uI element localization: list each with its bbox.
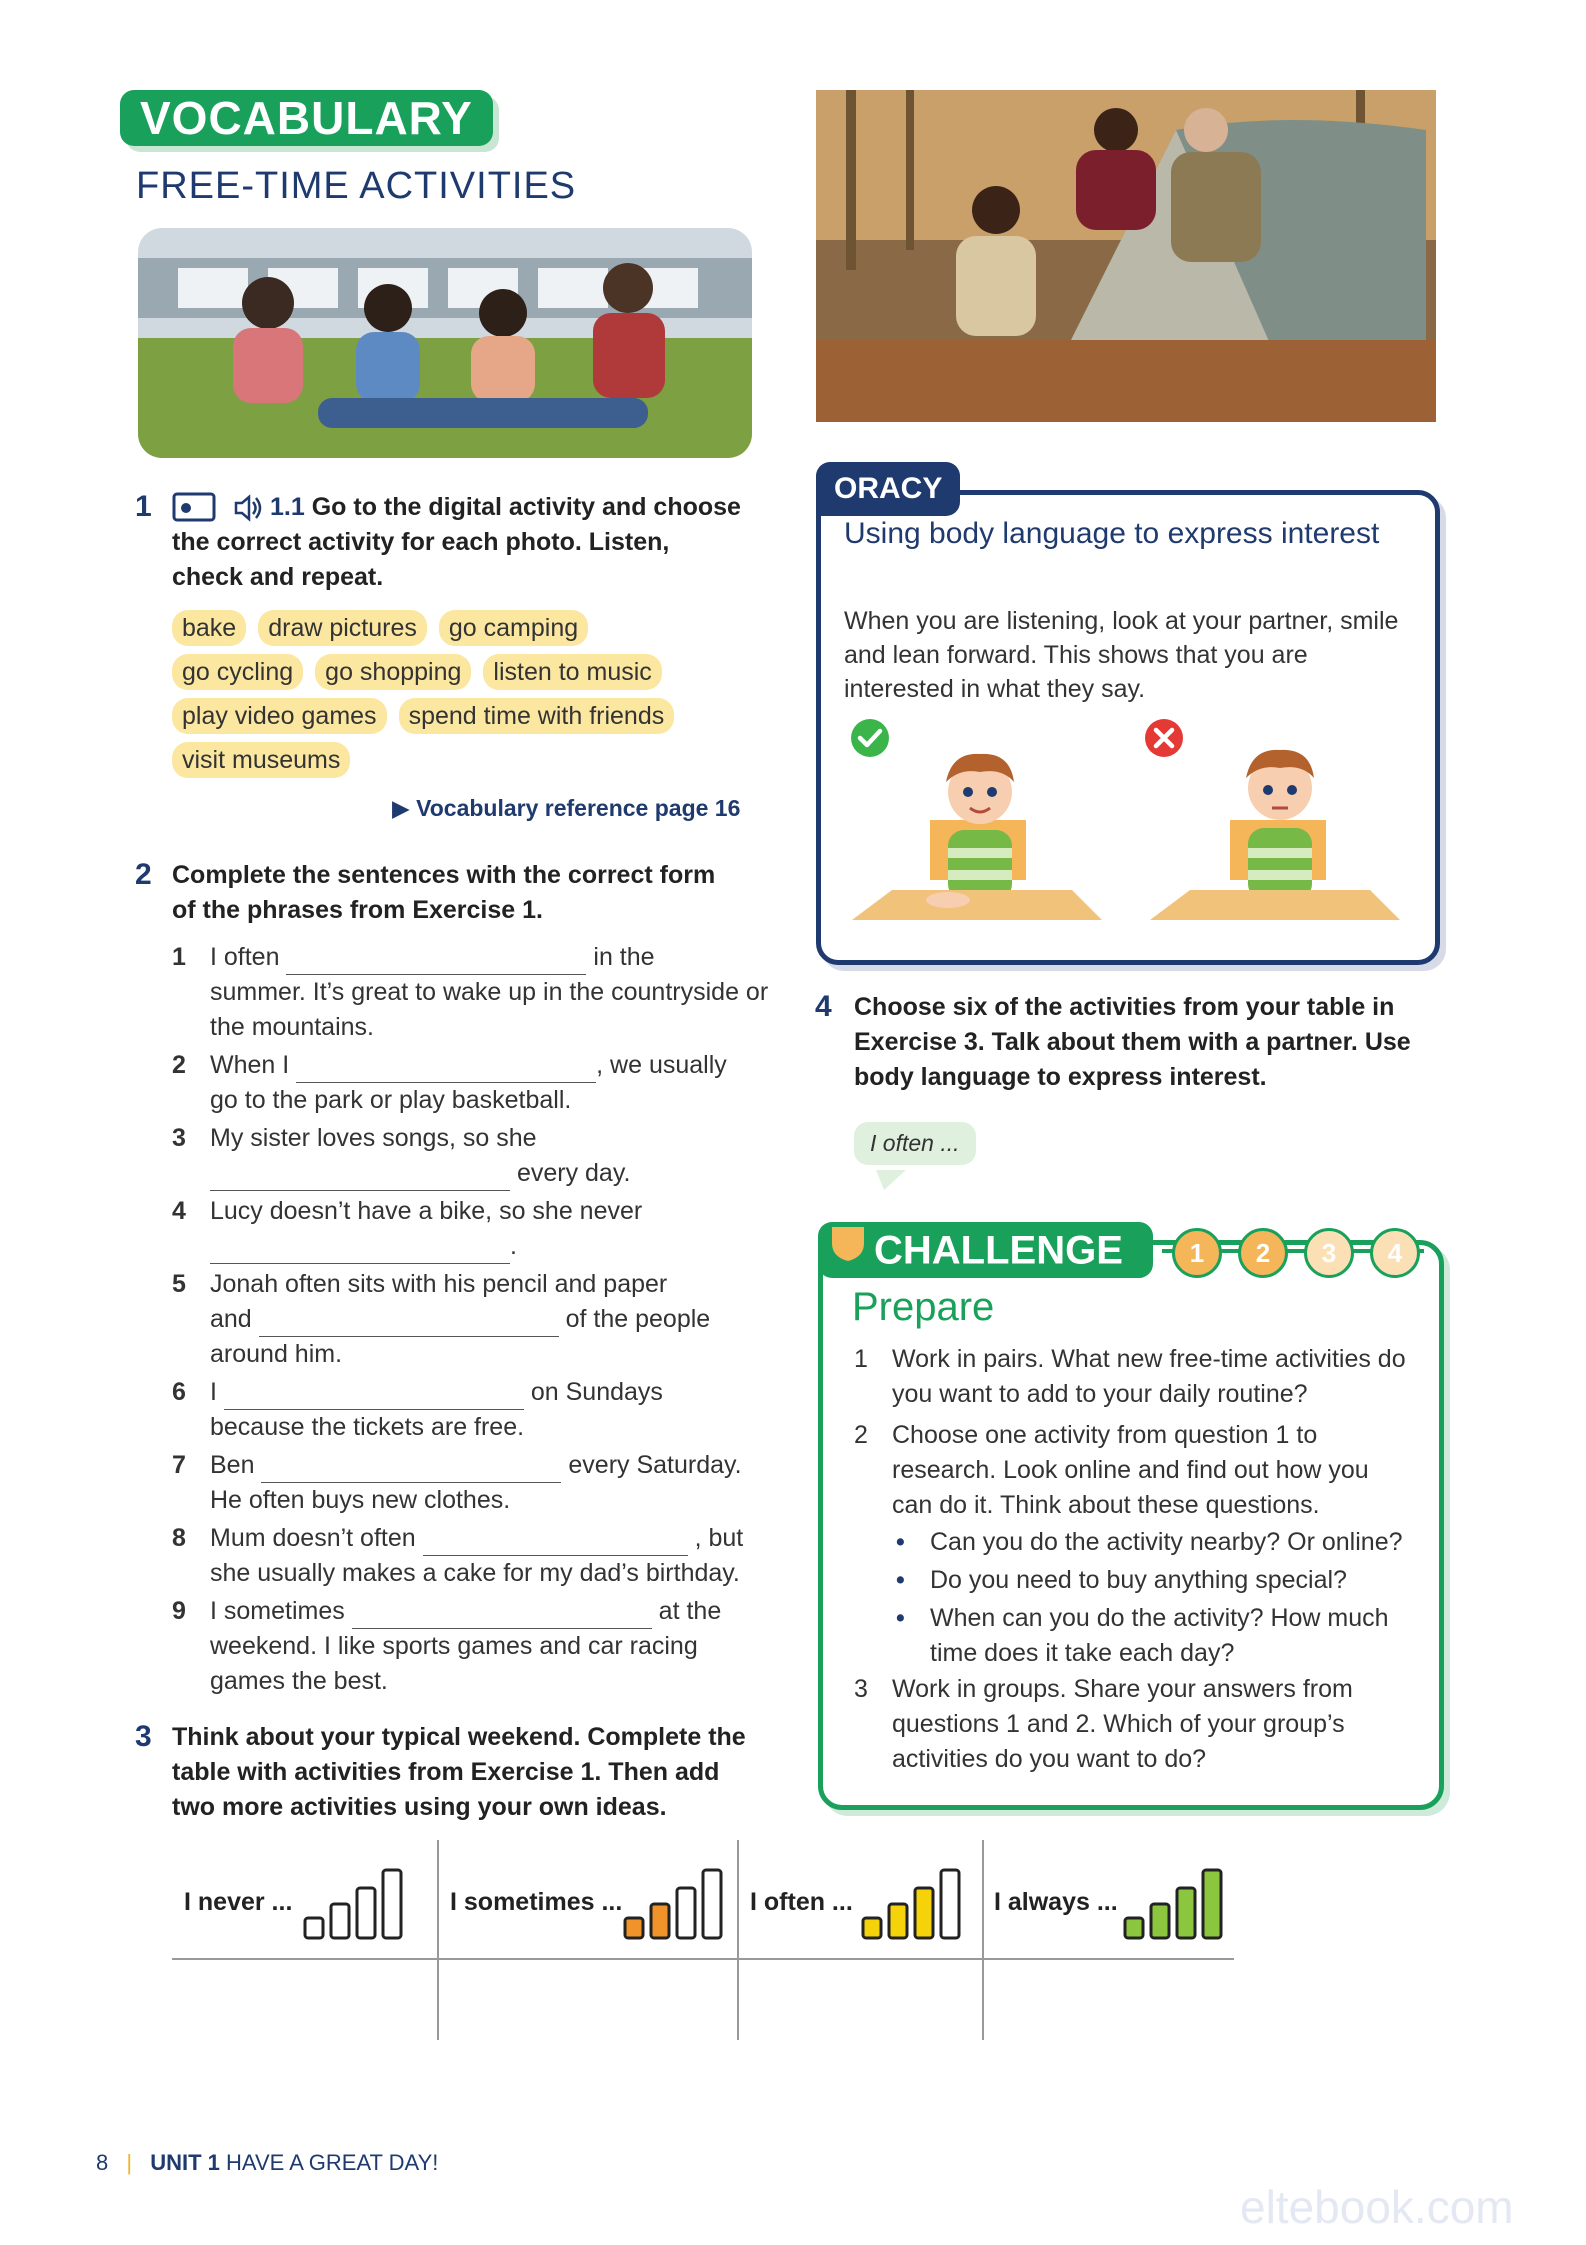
answer-blank[interactable] [210, 1239, 510, 1264]
sentence-text: Mum doesn’t often [210, 1524, 416, 1552]
sentence-text: around him. [210, 1340, 343, 1368]
step-4[interactable]: 4 [1370, 1228, 1420, 1278]
item-text: Choose one activity from question 1 to research. Look online and find out how you can do it. Think about these questions. [892, 1421, 1369, 1519]
table-divider [437, 1840, 439, 2040]
chip: spend time with friends [399, 698, 675, 734]
item-number: 4 [172, 1197, 186, 1225]
challenge-step-indicator [1150, 1226, 1440, 1276]
item-number: 9 [172, 1597, 186, 1625]
sentence-6 [172, 1375, 770, 1445]
item-number: 1 [854, 1345, 868, 1373]
audio-track-number: 1.1 [270, 493, 305, 521]
step-2[interactable]: 2 [1238, 1228, 1288, 1278]
answer-blank[interactable] [296, 1058, 596, 1083]
challenge-bullet-3: • When can you do the activity? How much time does it take each day? [930, 1601, 1410, 1671]
exercise-2-number: 2 [135, 858, 152, 891]
sentence-text: go to the park or play basketball. [210, 1086, 572, 1114]
exercise-2-instruction: Complete the sentences with the correct form of the phrases from Exercise 1. [172, 861, 716, 924]
item-number: 2 [172, 1051, 186, 1079]
answer-blank[interactable] [210, 1166, 510, 1191]
sentence-text: in the [593, 943, 655, 971]
sentence-2 [172, 1048, 770, 1118]
sentence-text: . [510, 1232, 517, 1260]
frequency-bars-icon-always [1122, 1866, 1228, 1945]
sentence-text: at the [658, 1597, 722, 1625]
unit-label: UNIT 1 [150, 2150, 220, 2175]
item-number: 7 [172, 1451, 186, 1479]
answer-blank[interactable] [261, 1458, 561, 1483]
item-number: 1 [172, 943, 186, 971]
answer-blank[interactable] [423, 1531, 688, 1556]
chip: draw pictures [258, 610, 427, 646]
sentence-1 [172, 940, 770, 1045]
oracy-text: When you are listening, look at your partner, smile and lean forward. This shows that you are interested in what they say. [844, 607, 1399, 703]
photo-friends-on-grass [138, 228, 752, 458]
answer-blank[interactable] [259, 1312, 559, 1337]
item-number: 5 [172, 1270, 186, 1298]
sentence-3 [172, 1121, 770, 1191]
frequency-bars-icon-never [302, 1866, 408, 1945]
chip: listen to music [483, 654, 661, 690]
answer-blank[interactable] [286, 950, 586, 975]
sentence-4 [172, 1194, 770, 1264]
challenge-item-3 [854, 1672, 1412, 1777]
section-badge: VOCABULARY [120, 90, 493, 146]
item-number: 2 [854, 1421, 868, 1449]
table-divider [737, 1840, 739, 2040]
sentence-text: He often buys new clothes. [210, 1486, 511, 1514]
chip: visit museums [172, 742, 350, 778]
sentence-text: , but [694, 1524, 744, 1552]
unit-title: HAVE A GREAT DAY! [226, 2150, 439, 2175]
prepare-heading: Prepare [852, 1285, 995, 1329]
exercise-3-instruction: Think about your typical weekend. Complete the table with activities from Exercise 1. Then add two more activities using your own ideas. [172, 1723, 746, 1821]
sentence-text: every day. [516, 1159, 631, 1187]
exercise-4-number: 4 [815, 990, 832, 1023]
sentence-text: Jonah often sits with his pencil and paper [210, 1270, 668, 1298]
sentence-text: , we usually [596, 1051, 727, 1079]
item-number: 3 [854, 1675, 868, 1703]
column-never: I never ... [184, 1888, 293, 1916]
exercise-1-number: 1 [135, 490, 152, 523]
chip: bake [172, 610, 246, 646]
sentence-text: and [210, 1305, 252, 1333]
exercise-1-instruction [172, 490, 742, 595]
step-1[interactable]: 1 [1172, 1228, 1222, 1278]
oracy-title: Using body language to express interest [844, 517, 1380, 550]
challenge-tab [818, 1222, 1153, 1278]
sentence-text: of the people [565, 1305, 711, 1333]
sentence-text: I sometimes [210, 1597, 345, 1625]
column-sometimes: I sometimes ... [450, 1888, 623, 1916]
answer-blank[interactable] [224, 1385, 524, 1410]
challenge-bullet-2: • Do you need to buy anything special? [930, 1563, 1410, 1598]
speech-bubble: I often ... [854, 1122, 976, 1165]
section-subtitle: FREE-TIME ACTIVITIES [136, 165, 577, 207]
challenge-item-2 [854, 1418, 1412, 1523]
vocabulary-reference-link[interactable] [392, 795, 740, 822]
answer-blank[interactable] [352, 1604, 652, 1629]
sentence-text: Ben [210, 1451, 255, 1479]
chip: go shopping [315, 654, 471, 690]
sentence-text: My sister loves songs, so she [210, 1124, 537, 1152]
item-text: Work in pairs. What new free-time activities do you want to add to your daily routine? [892, 1345, 1406, 1408]
item-number: 3 [172, 1124, 186, 1152]
sentence-5 [172, 1267, 770, 1372]
frequency-table [172, 1840, 1234, 2040]
table-header-rule [172, 1958, 1234, 1960]
footer-separator: | [126, 2150, 133, 2175]
vocabulary-chips [172, 610, 732, 786]
challenge-item-1 [854, 1342, 1412, 1412]
sentence-text: I often [210, 943, 280, 971]
sentence-8 [172, 1521, 770, 1591]
challenge-label: CHALLENGE [874, 1228, 1123, 1273]
sentence-text: I [210, 1378, 217, 1406]
shield-icon [830, 1222, 866, 1278]
sentence-9 [172, 1594, 770, 1699]
photo-camping-tent [816, 90, 1436, 422]
sentence-text: When I [210, 1051, 290, 1079]
sentence-7 [172, 1448, 770, 1518]
frequency-bars-icon-sometimes [622, 1866, 728, 1945]
sentence-text: on Sundays [530, 1378, 663, 1406]
play-arrow-icon: ▶ [392, 795, 410, 821]
item-number: 8 [172, 1524, 186, 1552]
boy-sitting-back-illustration [1150, 730, 1400, 935]
page-footer [96, 2150, 438, 2176]
exercise-3-number: 3 [135, 1720, 152, 1753]
watermark: eltebook.com [1240, 2181, 1514, 2233]
challenge-bullet-1: • Can you do the activity nearby? Or online? [930, 1525, 1410, 1560]
sentence-text: every Saturday. [568, 1451, 742, 1479]
column-always: I always ... [994, 1888, 1118, 1916]
sentence-text: she usually makes a cake for my dad’s birthday. [210, 1559, 740, 1587]
sentence-text: Lucy doesn’t have a bike, so she never [210, 1197, 643, 1225]
sentence-text: because the tickets are free. [210, 1413, 525, 1441]
chip: play video games [172, 698, 387, 734]
frequency-bars-icon-often [860, 1866, 966, 1945]
exercise-1-text: Go to the digital activity and choose the correct activity for each photo. Listen, check and repeat. [172, 493, 741, 591]
boy-leaning-forward-illustration [852, 730, 1102, 935]
chip: go camping [439, 610, 588, 646]
step-3[interactable]: 3 [1304, 1228, 1354, 1278]
oracy-tab: ORACY [816, 462, 960, 516]
table-divider [982, 1840, 984, 2040]
item-text: Work in groups. Share your answers from questions 1 and 2. Which of your group’s activities do you want to do? [892, 1675, 1353, 1773]
vocabulary-reference-text: Vocabulary reference page 16 [416, 795, 741, 821]
column-often: I often ... [750, 1888, 853, 1916]
sentence-text: weekend. I like sports games and car racing games the best. [210, 1632, 698, 1695]
item-number: 6 [172, 1378, 186, 1406]
sentence-text: summer. It’s great to wake up in the countryside or the mountains. [210, 978, 769, 1041]
page-number: 8 [96, 2150, 109, 2175]
speech-bubble-tail [876, 1170, 906, 1195]
exercise-4-instruction: Choose six of the activities from your table in Exercise 3. Talk about them with a partner. Use body language to express interest. [854, 993, 1411, 1091]
chip: go cycling [172, 654, 303, 690]
